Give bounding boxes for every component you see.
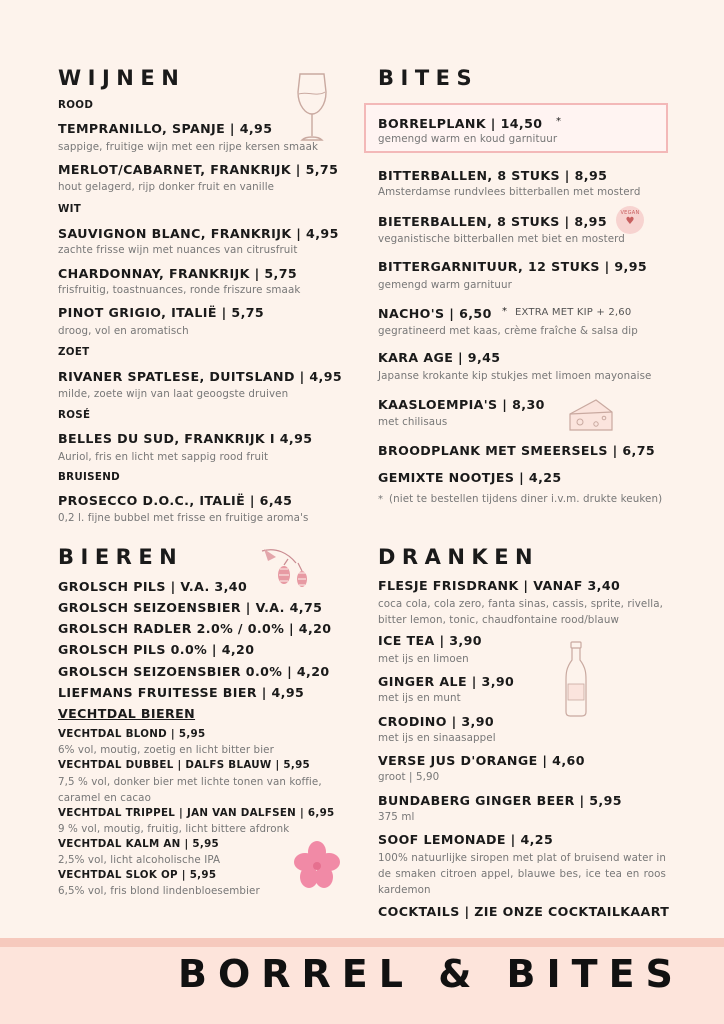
vechtdal-item-name: VECHTDAL BLOND | 5,95 <box>58 728 206 740</box>
drink-item-name: SOOF LEMONADE | 4,25 <box>378 832 554 847</box>
wine-item-name: TEMPRANILLO, SPANJE | 4,95 <box>58 121 273 136</box>
bites-footnote: (niet te bestellen tijdens diner i.v.m. drukte keuken) <box>389 493 663 505</box>
bites-item-desc: veganistische bitterballen met biet en mosterd <box>378 233 625 245</box>
drink-item-desc: met ijs en munt <box>378 692 461 704</box>
wijnen-wit-label: WIT <box>58 203 82 215</box>
bites-item-desc: Amsterdamse rundvlees bitterballen met mosterd <box>378 186 641 198</box>
wine-item-name: RIVANER SPATLESE, DUITSLAND | 4,95 <box>58 369 343 384</box>
hops-icon <box>258 545 314 597</box>
drink-item-name: COCKTAILS | ZIE ONZE COCKTAILKAART <box>378 904 670 919</box>
bites-item-name: KAASLOEMPIA'S | 8,30 <box>378 397 545 412</box>
beer-item: GROLSCH RADLER 2.0% / 0.0% | 4,20 <box>58 621 332 636</box>
wine-item-name: SAUVIGNON BLANC, FRANKRIJK | 4,95 <box>58 226 339 241</box>
vechtdal-item-name: VECHTDAL KALM AN | 5,95 <box>58 838 220 850</box>
vechtdal-item-name: VECHTDAL SLOK OP | 5,95 <box>58 869 217 881</box>
bites-item-name: BROODPLANK MET SMEERSELS | 6,75 <box>378 443 656 458</box>
star-icon: * <box>502 306 508 317</box>
footer-title: BORREL & BITES <box>178 952 684 996</box>
wine-glass-icon <box>292 70 332 144</box>
vechtdal-item-desc: 6,5% vol, fris blond lindenbloesembier <box>58 885 260 897</box>
drink-item-name: VERSE JUS D'ORANGE | 4,60 <box>378 753 585 768</box>
wijnen-title: WIJNEN <box>58 66 186 90</box>
wijnen-bruisend-label: BRUISEND <box>58 471 120 483</box>
wine-item-name: MERLOT/CABARNET, FRANKRIJK | 5,75 <box>58 162 339 177</box>
drink-item-name: BUNDABERG GINGER BEER | 5,95 <box>378 793 622 808</box>
bites-item-desc: gegratineerd met kaas, crème fraîche & salsa dip <box>378 325 638 337</box>
bites-item-name: BITTERBALLEN, 8 STUKS | 8,95 <box>378 168 608 183</box>
wijnen-zoet-label: ZOET <box>58 346 90 358</box>
drink-item-desc: met ijs en sinaasappel <box>378 732 496 744</box>
vechtdal-item-desc: 7,5 % vol, donker bier met lichte tonen van koffie, caramel en cacao <box>58 776 322 804</box>
vegan-badge-label: VEGAN <box>620 210 640 216</box>
drink-item-desc: groot | 5,90 <box>378 771 440 783</box>
drink-item-desc: 375 ml <box>378 811 415 823</box>
drink-item-name: FLESJE FRISDRANK | VANAF 3,40 <box>378 578 621 593</box>
cheese-icon <box>566 396 616 436</box>
vechtdal-item-desc: 2,5% vol, licht alcoholische IPA <box>58 854 221 866</box>
wine-item-name: BELLES DU SUD, FRANKRIJK I 4,95 <box>58 431 313 446</box>
wine-item-desc: milde, zoete wijn van laat geoogste druiven <box>58 388 289 400</box>
bites-item-desc: gemengd warm garnituur <box>378 279 513 291</box>
wine-item-name: PINOT GRIGIO, ITALIË | 5,75 <box>58 305 265 320</box>
wine-item-desc: 0,2 l. fijne bubbel met frisse en fruitige aroma's <box>58 512 309 524</box>
nacho-extra-note: EXTRA MET KIP + 2,60 <box>515 307 632 318</box>
wine-item-name: CHARDONNAY, FRANKRIJK | 5,75 <box>58 266 298 281</box>
bites-item-desc: met chilisaus <box>378 416 448 428</box>
bites-item-name: BITTERGARNITUUR, 12 STUKS | 9,95 <box>378 259 648 274</box>
bites-item-desc: gemengd warm en koud garnituur <box>378 133 558 145</box>
bieren-title: BIEREN <box>58 545 184 569</box>
bites-item-name: BIETERBALLEN, 8 STUKS | 8,95 <box>378 214 607 229</box>
bites-title: BITES <box>378 66 479 90</box>
wijnen-rood-label: ROOD <box>58 99 94 111</box>
bites-item-name: NACHO'S | 6,50 <box>378 306 492 321</box>
wine-item-desc: hout gelagerd, rijp donker fruit en vanille <box>58 181 275 193</box>
vechtdal-item-name: VECHTDAL DUBBEL | DALFS BLAUW | 5,95 <box>58 759 311 771</box>
bites-item-desc: Japanse krokante kip stukjes met limoen mayonaise <box>378 370 652 382</box>
drink-item-desc: coca cola, cola zero, fanta sinas, cassis, sprite, rivella, bitter lemon, tonic, chaudfontaine rood/blauw <box>378 598 664 626</box>
wijnen-rose-label: ROSÉ <box>58 409 91 421</box>
wine-item-desc: zachte frisse wijn met nuances van citrusfruit <box>58 244 298 256</box>
star-icon: * <box>378 494 384 505</box>
beer-item: GROLSCH SEIZOENSBIER | V.A. 4,75 <box>58 600 323 615</box>
star-icon: * <box>556 116 562 127</box>
drink-item-name: GINGER ALE | 3,90 <box>378 674 515 689</box>
bottle-icon <box>562 640 590 718</box>
vechtdal-item-desc: 9 % vol, moutig, fruitig, licht bittere afdronk <box>58 823 290 835</box>
vechtdal-item-desc: 6% vol, moutig, zoetig en licht bitter bier <box>58 744 274 756</box>
vechtdal-title: VECHTDAL BIEREN <box>58 706 196 721</box>
dranken-title: DRANKEN <box>378 545 540 569</box>
blossom-icon <box>292 840 342 890</box>
beer-item: GROLSCH PILS | V.A. 3,40 <box>58 579 248 594</box>
footer-divider <box>0 938 724 947</box>
drink-item-desc: met ijs en limoen <box>378 653 469 665</box>
wine-item-desc: droog, vol en aromatisch <box>58 325 189 337</box>
beer-item: GROLSCH PILS 0.0% | 4,20 <box>58 642 255 657</box>
vechtdal-item-name: VECHTDAL TRIPPEL | JAN VAN DALFSEN | 6,95 <box>58 807 335 819</box>
bites-item-name: GEMIXTE NOOTJES | 4,25 <box>378 470 562 485</box>
bites-item-name: BORRELPLANK | 14,50 <box>378 116 543 131</box>
beer-item: LIEFMANS FRUITESSE BIER | 4,95 <box>58 685 305 700</box>
wine-item-desc: sappige, fruitige wijn met een rijpe kersen smaak <box>58 141 319 153</box>
vegan-badge-icon <box>616 206 644 234</box>
wine-item-name: PROSECCO D.O.C., ITALIË | 6,45 <box>58 493 293 508</box>
bites-item-name: KARA AGE | 9,45 <box>378 350 501 365</box>
wine-item-desc: Auriol, fris en licht met sappig rood fruit <box>58 451 269 463</box>
beer-item: GROLSCH SEIZOENSBIER 0.0% | 4,20 <box>58 664 330 679</box>
drink-item-desc: 100% natuurlijke siropen met plat of bruisend water in de smaken citroen appel, blauwe bes, ice tea en roos kardemon <box>378 852 666 896</box>
wine-item-desc: frisfruitig, toastnuances, ronde friszure smaak <box>58 284 301 296</box>
drink-item-name: ICE TEA | 3,90 <box>378 633 482 648</box>
leaf-icon: ♥ <box>625 216 635 227</box>
drink-item-name: CRODINO | 3,90 <box>378 714 495 729</box>
